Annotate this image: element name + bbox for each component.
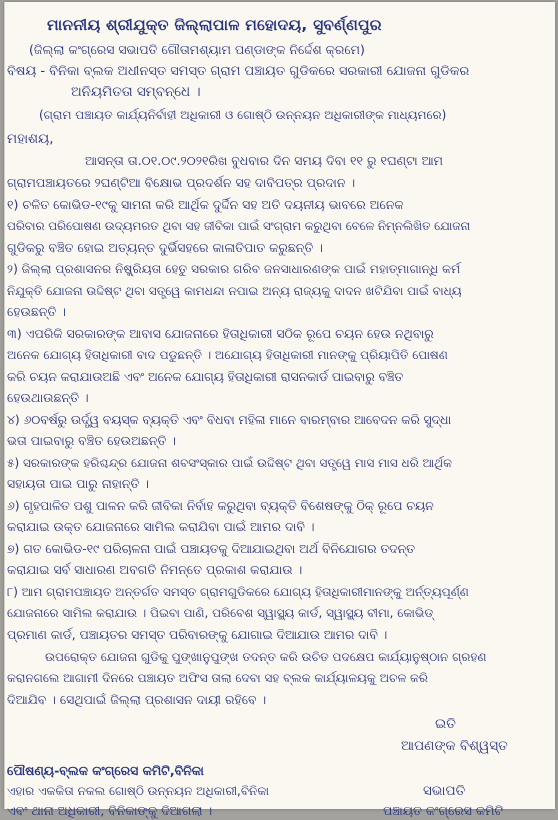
copy-line-1: ପୌଷଣ୍ୟ-ବ୍ଲକ କଂଗ୍ରେସ କମିଟି,ବିନିକା — [7, 763, 204, 778]
subject-line-2: ଅନିୟମିତତା ସମ୍ବନ୍ଧେ । — [71, 84, 201, 100]
body-line: ହେଉଥାଉଛନ୍ତି । — [7, 390, 89, 405]
body-line: ୨) ଜିଲ୍ଲା ପ୍ରଶାସନର ନିଷ୍କ୍ରିୟତା ହେତୁ ସରକାର ଗରିବ ଜନସାଧାରଣଙ୍କ ପାଇଁ ମହାତ୍ମାଗାନ୍ଧି କର୍ମ — [7, 262, 461, 276]
body-line: କରାଯାଇ ଉକ୍ତ ଯୋଜନାରେ ସାମିଲ କରାଯିବା ପାଇଁ ଆମର ଦାବି । — [7, 519, 315, 534]
body-line: ୬) ଗୃହପାଳିତ ପଶୁ ପାଳନ କରି ଜୀବିକା ନିର୍ବାହ କରୁଥିବା ବ୍ୟକ୍ତି ବିଶେଷଙ୍କୁ ଠିକ୍ ରୂପେ ଚୟନ — [7, 499, 434, 513]
body-line: କରାନଗଲେ ଆଗାମୀ ଦିନରେ ପଞ୍ଚାୟତ ଅଫିସ ତାଲା ଦେବା ସହ ବ୍ଲକ କାର୍ଯ୍ୟାଳୟକୁ ଅଚଳ କରି — [7, 671, 429, 685]
body-line: ଯୋଜନାରେ ସାମିଲ କରାଯାଉ । ପିଇବା ପାଣି, ପରିବେଶ ସ୍ୱାସ୍ଥ୍ୟ କାର୍ଡ, ସ୍ୱାସ୍ଥ୍ୟ ବୀମା, କୋଭିଡ୍ — [7, 606, 434, 620]
closing-iti: ଇତି — [435, 716, 456, 732]
body-line: ୪) ୬୦ବର୍ଷରୁ ଉର୍ଦ୍ଧ୍ୱ ବୟସ୍କ ବ୍ୟକ୍ତି ଏବଂ ବିଧବା ମହିଳା ମାନେ ବାରମ୍ବାର ଆବେଦନ କରି ସୁଦ୍ଧା — [7, 413, 452, 427]
via-line: (ଜିଲ୍ଲା କଂଗ୍ରେସ ସଭାପତି ଗୌତାମଶ୍ୟାମ ପଣ୍ଡାଙ୍କ ନିର୍ଦ୍ଦେଶ କ୍ରମେ) — [29, 42, 365, 57]
body-line: ଗ୍ରାମପଞ୍ଚାୟତରେ ୨ଘଣ୍ଟିଆ ବିକ୍ଷୋଭ ପ୍ରଦର୍ଶନ ସହ ଦାବିପତ୍ର ପ୍ରଦାନ । — [7, 175, 356, 190]
body-line: ନିଯୁକ୍ତି ଯୋଜନା ଉଦ୍ଦିଷ୍ଟ ଥିବା ସତ୍ତ୍ୱେ କାମଧନ୍ଦା ନପାଇ ଅନ୍ୟ ରାଜ୍ୟକୁ ଦାଦନ ଖଟିଯିବା ପାଇଁ ବାଧ୍ୟ — [7, 284, 462, 298]
body-line: ହେଉଛନ୍ତି । — [7, 304, 67, 319]
copy-line-3: ଏବଂ ଥାନା ଅଧିକାରୀ, ବିନିକାଙ୍କୁ ଦିଆଗଲା । — [7, 803, 213, 818]
body-line: ଅନେକ ଯୋଗ୍ୟ ହିତାଧିକାରୀ ବାଦ ପଡୁଛନ୍ତି । ଅଯୋଗ୍ୟ ହିତାଧିକାରୀ ମାନଙ୍କୁ ପ୍ରିୟାପିତି ପୋଷଣ — [7, 348, 448, 362]
body-line: ପ୍ରମାଣ କାର୍ଡ, ପଞ୍ଚାୟତର ସମସ୍ତ ପରିବାରଙ୍କୁ ଯୋଗାଇ ଦିଆଯାଉ ଆମର ଦାବି । — [7, 628, 388, 642]
body-line: ଉପରୋକ୍ତ ଯୋଜନା ଗୁଡିକୁ ପୁଙ୍ଖାନୁପୁଙ୍ଖ ତଦନ୍ତ କରି ଉଚିତ ପଦକ୍ଷେପ କାର୍ଯ୍ୟାନୁଷ୍ଠାନ ଗ୍ରହଣ — [45, 650, 487, 664]
body-line: ସହାୟତା ପାଇ ପାରୁ ନାହାନ୍ତି । — [7, 476, 150, 491]
body-line: କରାଯାଇ ସର୍ବ ସାଧାରଣ ଅବଗତି ନିମନ୍ତେ ପ୍ରକାଶ କରାଯାଉ । — [7, 562, 303, 577]
sign-org: ପଞ୍ଚାୟତ କଂଗ୍ରେସ କମିଟି — [383, 803, 504, 818]
cc-line: (ଗ୍ରାମ ପଞ୍ଚାୟତ କାର୍ଯ୍ୟନିର୍ବାହୀ ଅଧିକାରୀ ଓ ଗୋଷ୍ଠି ଉନ୍ନୟନ ଅଧିକାରୀଙ୍କ ମାଧ୍ୟମରେ) — [39, 108, 447, 122]
closing-faithfully: ଆପଣଙ୍କ ବିଶ୍ୱସ୍ତ — [401, 738, 508, 754]
body-line: ପରିବାର ପରିପୋଷଣ ଉଦ୍ୟମରତ ଥିବା ସହ ଜୀବିକା ପାଇଁ ସଂଗ୍ରାମ କରୁଥିବା ବେଳେ ନିମ୍ନଲିଖିତ ଯୋଜନା — [7, 219, 470, 233]
body-line: ୩) ଏପରିକି ସରକାରଙ୍କ ଆବାସ ଯୋଜନାରେ ହିତାଧିକାରୀ ସଠିକ ରୂପେ ଚୟନ ହେଉ ନଥିବାରୁ — [7, 326, 434, 341]
body-line: ଆସନ୍ତା ତା.୦୧.୦୯.୨୦୨୧ରିଖ ବୁଧବାର ଦିନ ସମୟ ଦିବା ୧୧ ରୁ ୧ଘଣ୍ଟା ଆମ — [85, 153, 444, 168]
address-line: ମାନନୀୟ ଶ୍ରୀଯୁକ୍ତ ଜିଲ୍ଲାପାଳ ମହୋଦୟ, ସୁବର୍ଣ୍ଣପୁର — [47, 16, 382, 34]
body-line: ୧) ଚଳିତ କୋଭିଡ-୧୯କୁ ସାମନା କରି ଆର୍ଥିକ ଦୁର୍ଦ୍ଦିନ ସହ ଅତି ଦୟନୀୟ ଭାବରେ ଅନେକ — [7, 197, 404, 212]
subject-line-1: ବିଷୟ - ବିନିକା ବ୍ଲକ ଅଧୀନସ୍ତ ସମସ୍ତ ଗ୍ରାମ ପଞ୍ଚାୟତ ଗୁଡିକରେ ସରକାରୀ ଯୋଜନା ଗୁଡିକର — [7, 64, 470, 79]
body-line: ୭) ଗତ କୋଭିଡ-୧୯ ପରିଚାଳନା ପାଇଁ ପଞ୍ଚାୟତକୁ ଦିଆଯାଇଥିବା ଅର୍ଥ ବିନିଯୋଗର ତଦନ୍ତ — [7, 542, 415, 556]
body-line: କରି ଚୟନ କରାଯାଉଅଛି ଏବଂ ଅନେକ ଯୋଗ୍ୟ ହିତାଧିକାରୀ ରାସନକାର୍ଡ ପାଇବାରୁ ବଞ୍ଚିତ — [7, 370, 404, 384]
sign-title: ସଭାପତି — [423, 783, 466, 799]
letter-sheet — [4, 2, 555, 818]
body-line: ଭତା ପାଇବାରୁ ବଞ୍ଚିତ ହେଉଅଛନ୍ତି । — [7, 433, 176, 448]
copy-line-2: ଏହାର ଏକକିତା ନକଲ ଗୋଷ୍ଠି ଉନ୍ନୟନ ଅଧିକାରୀ,ବିନିକା — [7, 784, 269, 798]
body-line: ୫) ସରକାରଙ୍କ ହରିଶ୍ଚନ୍ଦ୍ର ଯୋଜନା ଶବସଂସ୍କାର ପାଇଁ ଉଦ୍ଦିଷ୍ଟ ଥିବା ସତ୍ତ୍ୱେ ମାସ ମାସ ଧରି ଆର୍ଥିକ — [7, 456, 452, 470]
body-line: ଦିଆଯିବ । ସେଥିପାଇଁ ଜିଲ୍ଲା ପ୍ରଶାସନ ଦାୟୀ ରହିବେ । — [7, 692, 267, 707]
body-line: ଗୁଡିକରୁ ବଞ୍ଚିତ ହୋଇ ଅତ୍ୟନ୍ତ ଦୁର୍ଭିସହରେ କାଳାତିପାତ କରୁଛନ୍ତି । — [7, 240, 323, 255]
body-line: ୮) ଆମ ଗ୍ରାମପଞ୍ଚାୟତ ଅନ୍ତର୍ଗତ ସମସ୍ତ ଗ୍ରାମଗୁଡିକରେ ଯୋଗ୍ୟ ହିତାଧିକାରୀମାନଙ୍କୁ ଅର୍ନ୍ତ୍ୟପୂର୍ଣ୍ଣ — [7, 585, 469, 599]
salutation: ମହାଶୟ, — [7, 131, 54, 147]
